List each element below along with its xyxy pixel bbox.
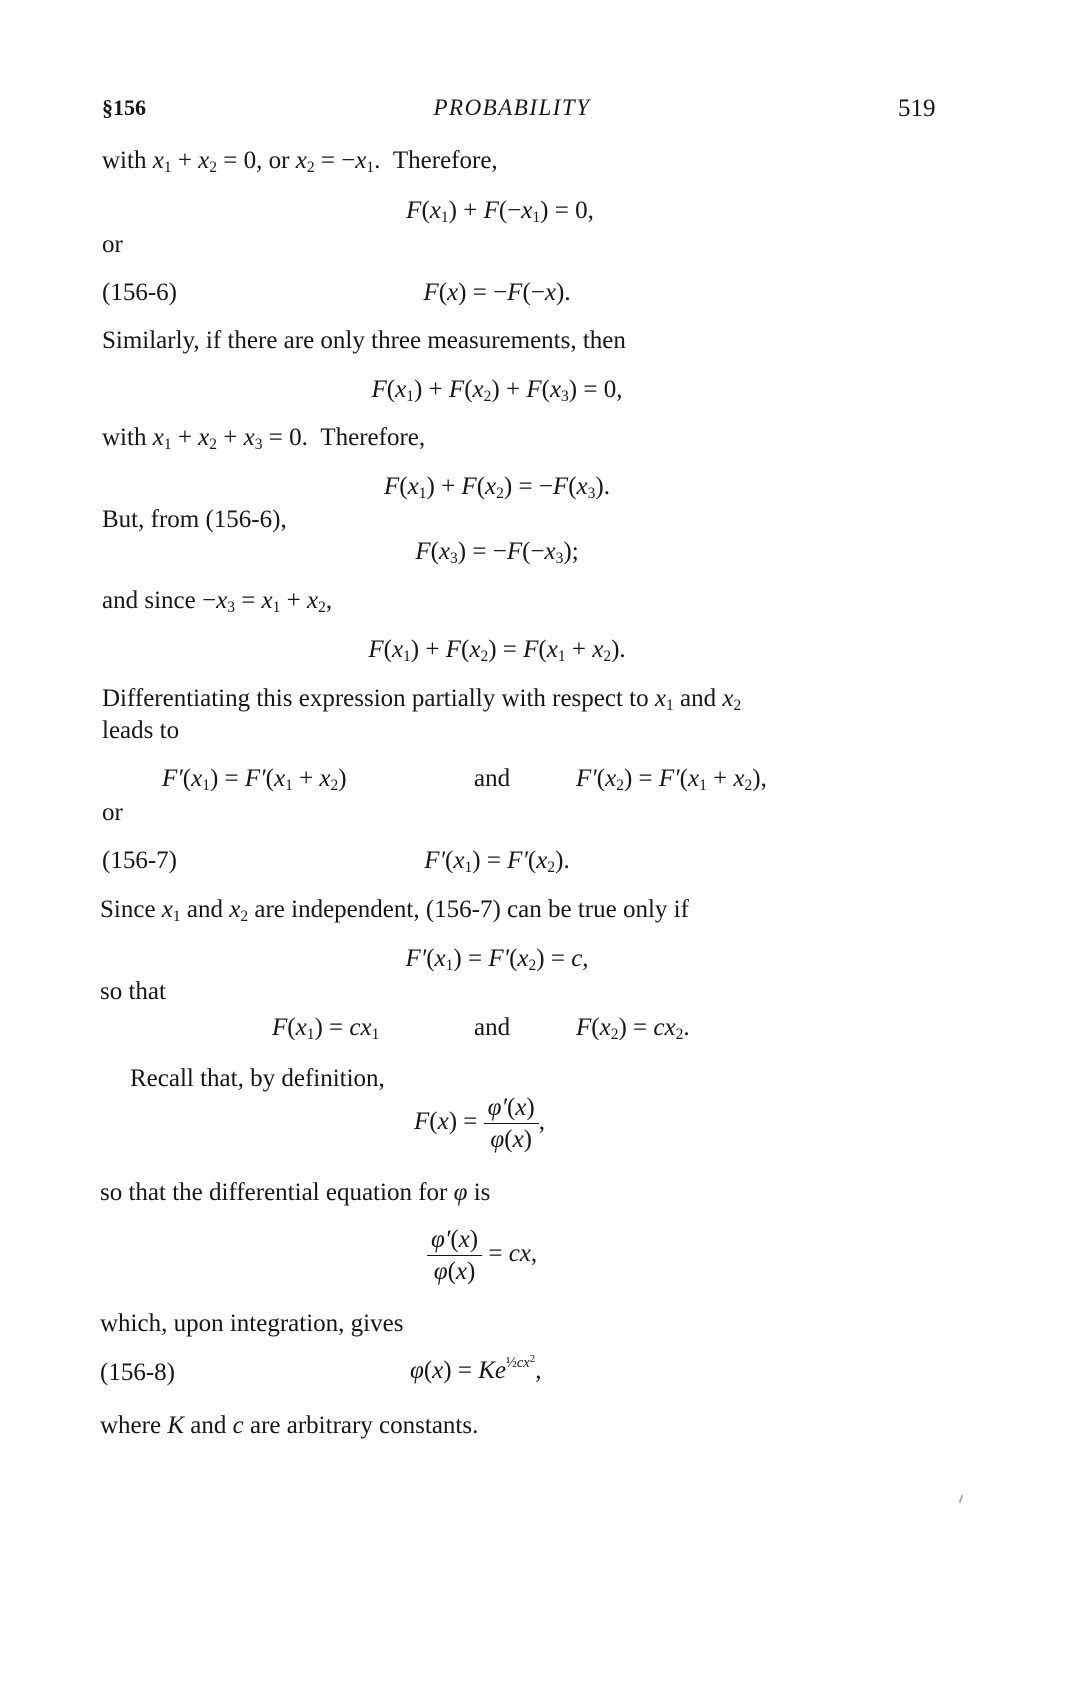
text-line: But, from (156-6), [102, 506, 287, 533]
equation-number: (156-8) [100, 1359, 175, 1386]
equation: $\frac{\varphi'(x)}{\varphi(x)}$ = cx, [427, 1227, 537, 1284]
text-line: with $x_1 + x_2 + x_3 = 0$. Therefore, [102, 424, 426, 453]
text-line: Recall that, by definition, [130, 1065, 385, 1092]
equation-number: (156-7) [102, 847, 177, 874]
equation: $F(x_1) + F(x_2) = F(x_1 + x_2)$. [368, 636, 626, 665]
equation: F(x) = $\frac{\varphi'(x)}{\varphi(x)}$ , [414, 1094, 545, 1153]
page-number: 519 [898, 95, 936, 122]
text-line: so that [100, 978, 166, 1005]
text-line: Differentiating this expression partially with respect to $x_1$ and $x_2$ [102, 685, 742, 714]
text-line: and [474, 765, 511, 792]
equation: $F(x_3) = -F(-x_3)$; [415, 538, 579, 567]
text-line: with $x_1 + x_2 = 0$, or $x_2 = -x_1$. Therefore, [102, 147, 498, 176]
equation: $F'(x_1) = F'(x_2) = c$, [405, 945, 589, 974]
equation: $\varphi(x) = Ke^{\frac{1}{2}cx^2}$, [410, 1353, 542, 1384]
text-line: leads to [102, 717, 180, 744]
text-line: Since $x_1$ and $x_2$ are independent, (156-7) can be true only if [100, 896, 689, 925]
equation: $F'(x_2) = F'(x_1 + x_2)$, [576, 765, 767, 794]
text-line: which, upon integration, gives [100, 1310, 404, 1337]
equation: $F(x_1) + F(x_2) = -F(x_3)$. [384, 473, 610, 502]
text-line: or [102, 799, 123, 826]
equation-number: (156-6) [102, 279, 177, 306]
equation: $F(x_1) + F(x_2) + F(x_3) = 0$, [371, 376, 623, 405]
text-line: and [474, 1014, 511, 1041]
text-line: or [102, 231, 123, 258]
equation: $F'(x_1) = F'(x_1 + x_2)$ [162, 765, 347, 794]
equation: $F(x_2) = cx_2$. [576, 1014, 690, 1043]
equation: $F(x_1) = cx_1$ [272, 1014, 380, 1043]
text-line: Similarly, if there are only three measurements, then [102, 327, 626, 354]
section-number: §156 [102, 95, 146, 120]
equation: $F(x_1) + F(-x_1) = 0$, [406, 197, 594, 226]
text-line: where K and c are arbitrary constants. [100, 1412, 479, 1439]
text-line: and since $-x_3 = x_1 + x_2$, [102, 587, 333, 616]
scan-speck [959, 1495, 964, 1503]
equation: F(x) = −F(−x). [423, 279, 571, 306]
text-line: so that the differential equation for φ is [100, 1179, 491, 1206]
equation: $F'(x_1) = F'(x_2)$. [424, 847, 570, 876]
running-title: PROBABILITY [433, 95, 591, 120]
